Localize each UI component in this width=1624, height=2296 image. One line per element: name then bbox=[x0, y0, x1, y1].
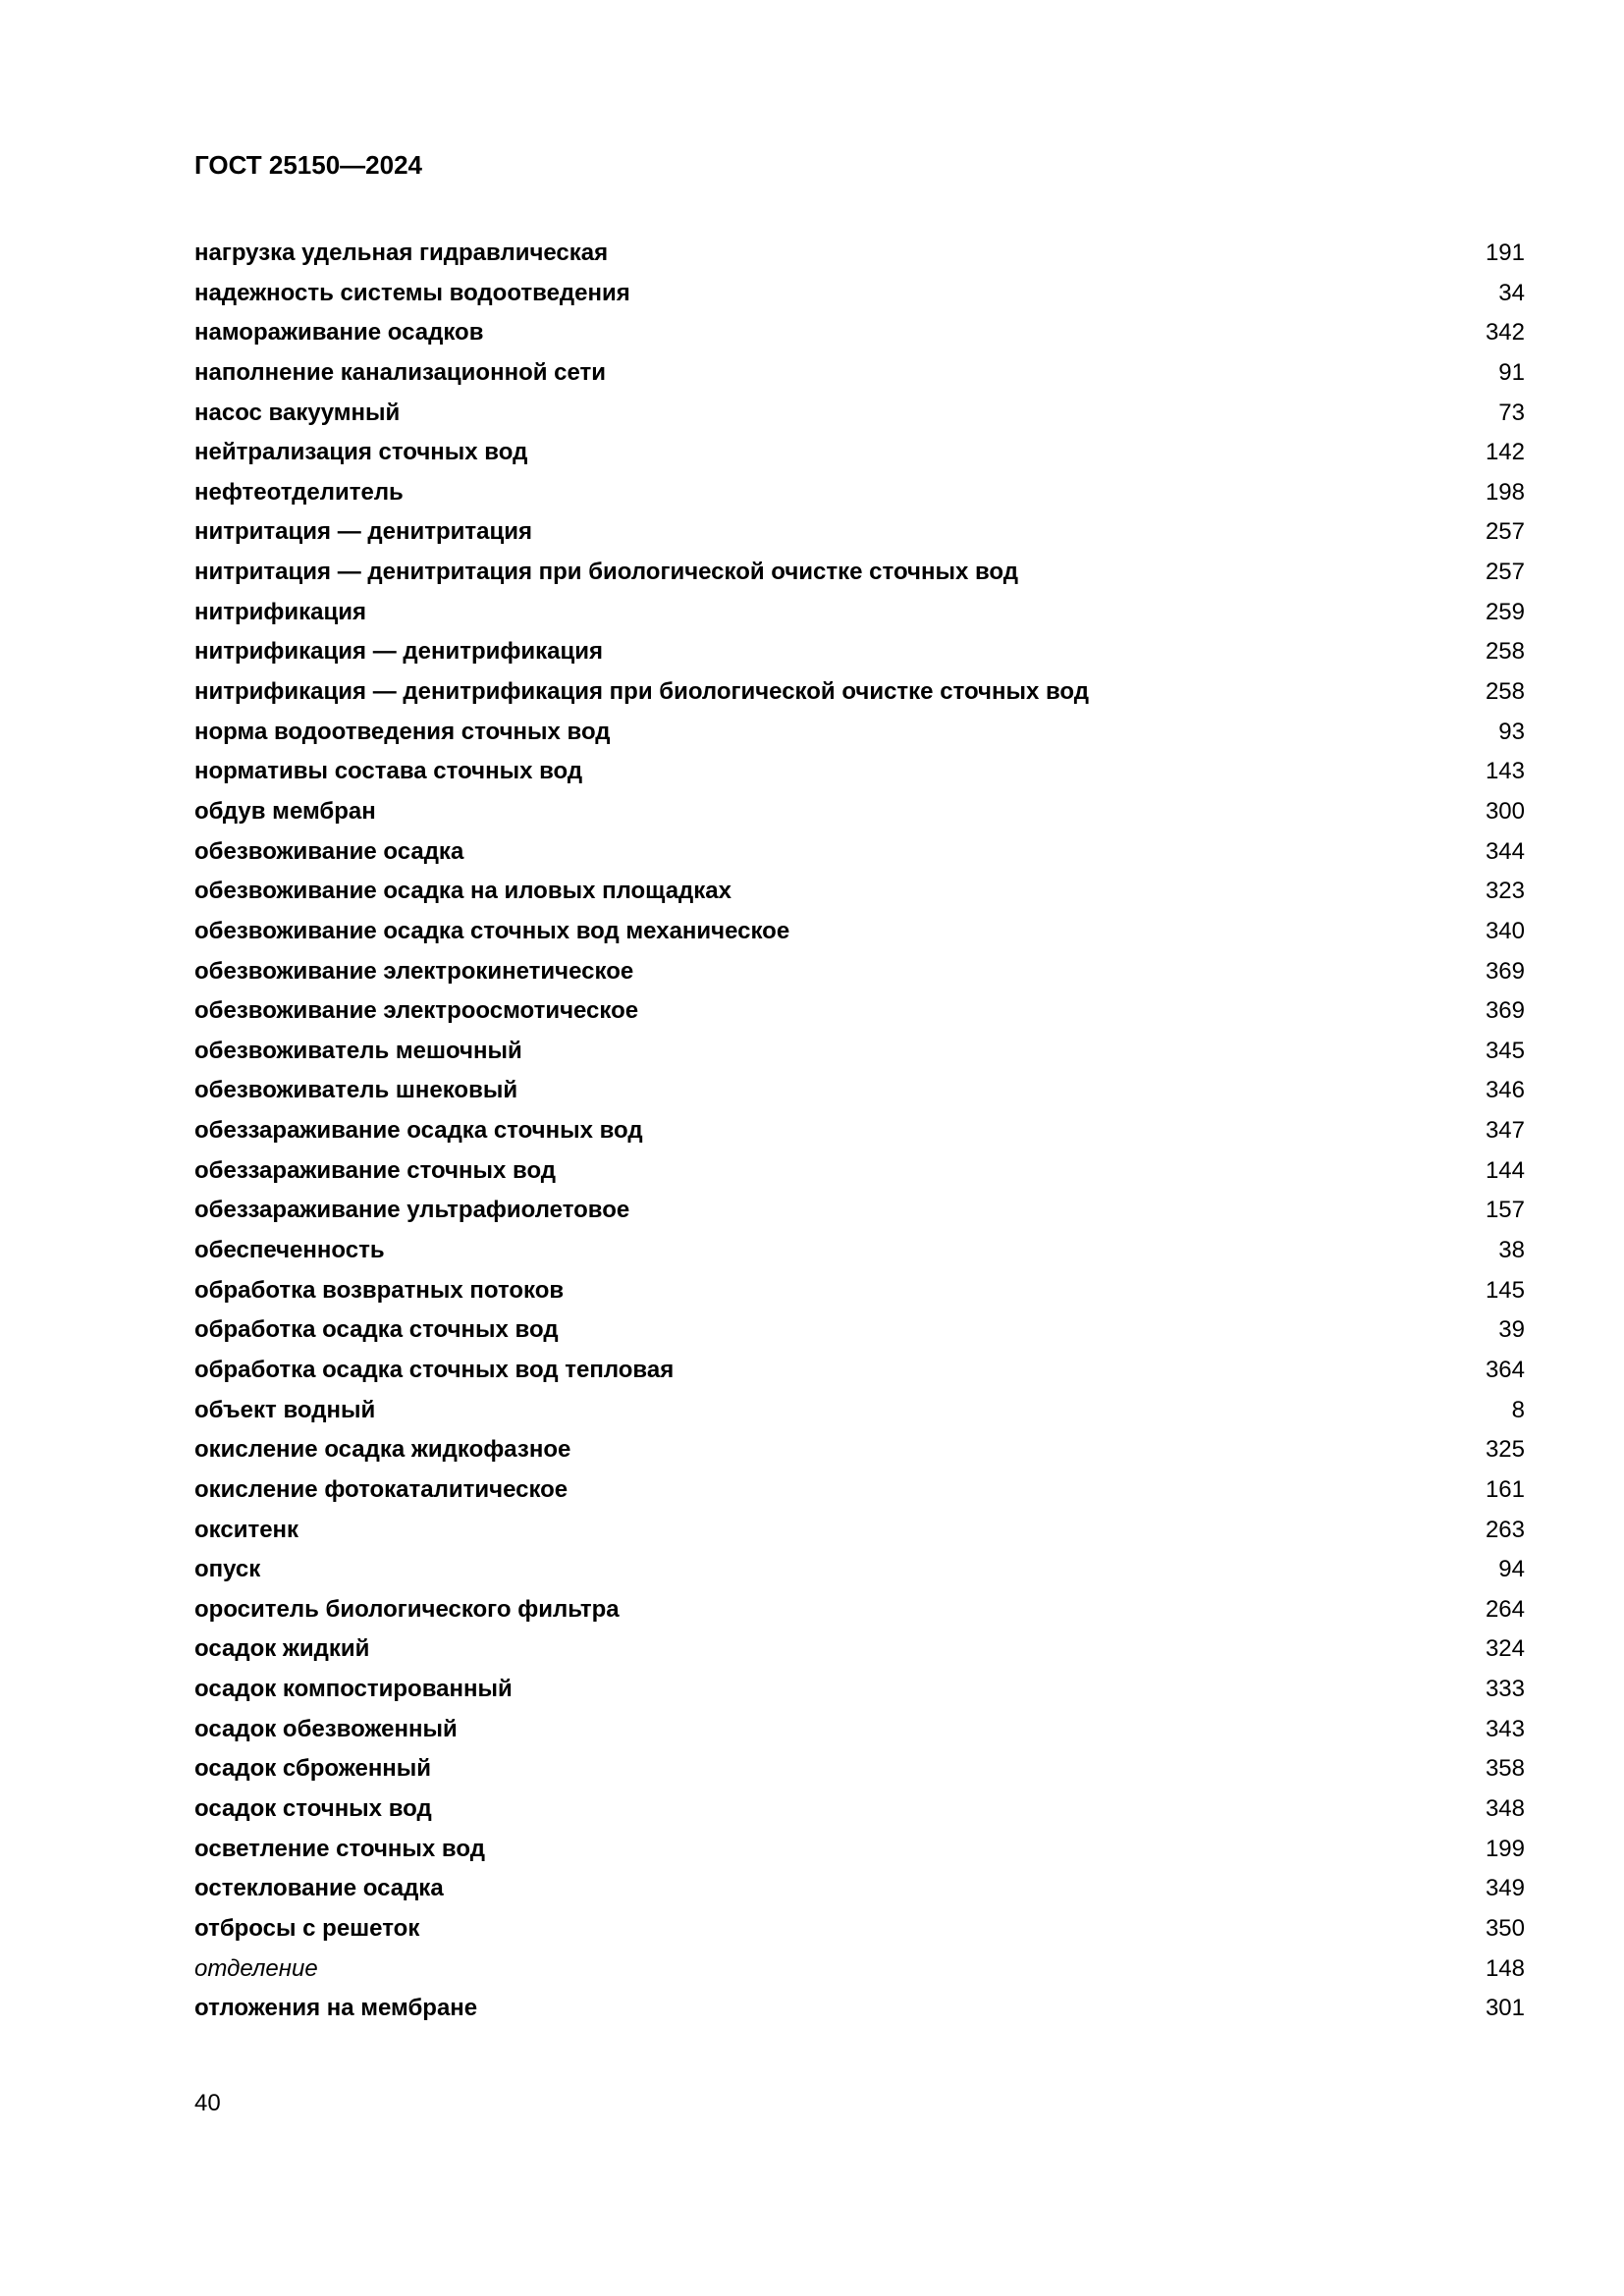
index-term: опуск bbox=[194, 1556, 261, 1583]
index-term-number: 340 bbox=[1485, 917, 1525, 944]
index-term: остеклование осадка bbox=[194, 1875, 444, 1902]
index-entry bbox=[194, 473, 1525, 513]
index-term: обеззараживание ультрафиолетовое bbox=[194, 1197, 630, 1224]
index-term: осадок компостированный bbox=[194, 1676, 513, 1703]
index-entry bbox=[194, 1511, 1525, 1551]
index-term: нейтрализация сточных вод bbox=[194, 439, 528, 466]
index-term-number: 93 bbox=[1498, 718, 1525, 745]
index-term-number: 343 bbox=[1485, 1715, 1525, 1742]
index-entry bbox=[194, 1310, 1525, 1351]
index-term-number: 39 bbox=[1498, 1316, 1525, 1344]
index-term: обработка осадка сточных вод тепловая bbox=[194, 1356, 675, 1383]
index-entry bbox=[194, 1351, 1525, 1391]
index-term-number: 148 bbox=[1485, 1954, 1525, 1982]
index-entry bbox=[194, 832, 1525, 873]
index-term-number: 342 bbox=[1485, 319, 1525, 347]
index-term-number: 346 bbox=[1485, 1077, 1525, 1104]
index-term-number: 348 bbox=[1485, 1794, 1525, 1822]
index-term: нормативы состава сточных вод bbox=[194, 758, 583, 785]
index-entry bbox=[194, 1989, 1525, 2029]
index-term: окисление осадка жидкофазное bbox=[194, 1436, 571, 1464]
index-term: обеззараживание осадка сточных вод bbox=[194, 1117, 643, 1145]
index-term-number: 143 bbox=[1485, 758, 1525, 785]
index-entry bbox=[194, 1391, 1525, 1431]
index-term-number: 264 bbox=[1485, 1595, 1525, 1623]
index-entry bbox=[194, 632, 1525, 672]
index-entry bbox=[194, 1830, 1525, 1870]
index-term: обезвоживатель шнековый bbox=[194, 1077, 518, 1104]
index-term-number: 324 bbox=[1485, 1635, 1525, 1663]
index-term: осветление сточных вод bbox=[194, 1835, 485, 1862]
index-term: обработка возвратных потоков bbox=[194, 1276, 565, 1304]
index-term: осадок сброженный bbox=[194, 1755, 432, 1783]
index-term-number: 198 bbox=[1485, 478, 1525, 506]
index-term: отделение bbox=[194, 1954, 318, 1982]
index-term-number: 263 bbox=[1485, 1516, 1525, 1543]
index-term: намораживание осадков bbox=[194, 319, 484, 347]
index-entry bbox=[194, 1629, 1525, 1670]
index-term: обработка осадка сточных вод bbox=[194, 1316, 559, 1344]
index-term-number: 157 bbox=[1485, 1197, 1525, 1224]
index-entry bbox=[194, 1191, 1525, 1231]
index-term-number: 358 bbox=[1485, 1755, 1525, 1783]
index-term-number: 145 bbox=[1485, 1276, 1525, 1304]
index-term-number: 345 bbox=[1485, 1037, 1525, 1064]
index-entry bbox=[194, 1231, 1525, 1271]
index-term-number: 38 bbox=[1498, 1237, 1525, 1264]
index-term: нитритация — денитритация при биологической очистке сточных вод bbox=[194, 559, 1018, 586]
index-entry bbox=[194, 912, 1525, 952]
index-term: осадок обезвоженный bbox=[194, 1715, 458, 1742]
index-term: отбросы с решеток bbox=[194, 1914, 420, 1942]
index-term: нитрификация — денитрификация при биологической очистке сточных вод bbox=[194, 678, 1090, 706]
index-term: нитритация — денитритация bbox=[194, 518, 532, 546]
document-code-header: ГОСТ 25150—2024 bbox=[194, 150, 422, 180]
index-entry bbox=[194, 1111, 1525, 1151]
index-term-number: 257 bbox=[1485, 559, 1525, 586]
index-term: обезвоживатель мешочный bbox=[194, 1037, 522, 1064]
index-term-number: 369 bbox=[1485, 957, 1525, 985]
index-term-number: 191 bbox=[1485, 240, 1525, 266]
index-term-number: 34 bbox=[1498, 279, 1525, 306]
index-term-number: 301 bbox=[1485, 1995, 1525, 2022]
index-term-number: 323 bbox=[1485, 878, 1525, 905]
index-entry bbox=[194, 313, 1525, 353]
index-entry bbox=[194, 1071, 1525, 1111]
index-term-number: 300 bbox=[1485, 797, 1525, 825]
index-term: отложения на мембране bbox=[194, 1995, 478, 2022]
index-term: нагрузка удельная гидравлическая bbox=[194, 240, 609, 266]
index-term: обезвоживание электрокинетическое bbox=[194, 957, 634, 985]
index-term-number: 350 bbox=[1485, 1914, 1525, 1942]
index-term: обезвоживание осадка bbox=[194, 837, 464, 865]
index-entry bbox=[194, 1869, 1525, 1909]
index-entry bbox=[194, 234, 1525, 274]
index-entry bbox=[194, 991, 1525, 1032]
index-term-number: 94 bbox=[1498, 1556, 1525, 1583]
index-term: окситенк bbox=[194, 1516, 299, 1543]
index-entry bbox=[194, 353, 1525, 394]
index-entry bbox=[194, 274, 1525, 314]
index-term: объект водный bbox=[194, 1396, 376, 1423]
index-term-number: 259 bbox=[1485, 598, 1525, 625]
index-entry bbox=[194, 1590, 1525, 1630]
index-entry bbox=[194, 1949, 1525, 1990]
index-entry bbox=[194, 672, 1525, 713]
index-term: насос вакуумный bbox=[194, 399, 401, 426]
index-entry bbox=[194, 1470, 1525, 1511]
index-term-number: 344 bbox=[1485, 837, 1525, 865]
index-term-number: 349 bbox=[1485, 1875, 1525, 1902]
index-entry bbox=[194, 792, 1525, 832]
index-entry bbox=[194, 553, 1525, 593]
index-term-number: 257 bbox=[1485, 518, 1525, 546]
index-entry bbox=[194, 394, 1525, 434]
index-term: нитрификация bbox=[194, 598, 367, 625]
index-term-number: 142 bbox=[1485, 439, 1525, 466]
index-entry bbox=[194, 512, 1525, 553]
index-entry bbox=[194, 1789, 1525, 1830]
index-term: обеззараживание сточных вод bbox=[194, 1156, 557, 1184]
index-term-number: 161 bbox=[1485, 1475, 1525, 1503]
index-term-number: 364 bbox=[1485, 1356, 1525, 1383]
index-entry bbox=[194, 1749, 1525, 1789]
index-term: окисление фотокаталитическое bbox=[194, 1475, 568, 1503]
index-entry bbox=[194, 872, 1525, 912]
index-term: осадок жидкий bbox=[194, 1635, 370, 1663]
index-term-number: 258 bbox=[1485, 678, 1525, 706]
index-entry bbox=[194, 1151, 1525, 1192]
index-term: норма водоотведения сточных вод bbox=[194, 718, 611, 745]
index-term: надежность системы водоотведения bbox=[194, 279, 630, 306]
index-term: обезвоживание электроосмотическое bbox=[194, 997, 639, 1025]
index-term-number: 325 bbox=[1485, 1436, 1525, 1464]
index-entry bbox=[194, 1550, 1525, 1590]
index-entry bbox=[194, 1670, 1525, 1710]
index-term-number: 73 bbox=[1498, 399, 1525, 426]
index-entry bbox=[194, 952, 1525, 992]
index-term: обеспеченность bbox=[194, 1237, 385, 1264]
index-entry bbox=[194, 1032, 1525, 1072]
index-term: ороситель биологического фильтра bbox=[194, 1595, 620, 1623]
index-entry bbox=[194, 433, 1525, 473]
index-entry bbox=[194, 1271, 1525, 1311]
index-term: осадок сточных вод bbox=[194, 1794, 432, 1822]
index-entry bbox=[194, 713, 1525, 753]
index-term: обезвоживание осадка сточных вод механическое bbox=[194, 917, 790, 944]
alphabetical-index-list bbox=[194, 234, 1525, 2029]
index-term-number: 333 bbox=[1485, 1676, 1525, 1703]
index-term: наполнение канализационной сети bbox=[194, 358, 607, 386]
index-entry bbox=[194, 593, 1525, 633]
index-term-number: 347 bbox=[1485, 1117, 1525, 1145]
page-number: 40 bbox=[194, 2090, 221, 2116]
index-term-number: 91 bbox=[1498, 358, 1525, 386]
index-term-number: 144 bbox=[1485, 1156, 1525, 1184]
index-term-number: 258 bbox=[1485, 638, 1525, 666]
index-entry bbox=[194, 1430, 1525, 1470]
index-term-number: 199 bbox=[1485, 1835, 1525, 1862]
index-entry bbox=[194, 1909, 1525, 1949]
index-term: обдув мембран bbox=[194, 797, 376, 825]
index-term: нефтеотделитель bbox=[194, 478, 404, 506]
index-term: обезвоживание осадка на иловых площадках bbox=[194, 878, 731, 905]
index-term: нитрификация — денитрификация bbox=[194, 638, 604, 666]
index-entry bbox=[194, 1710, 1525, 1750]
index-term-number: 8 bbox=[1511, 1396, 1525, 1423]
index-term-number: 369 bbox=[1485, 997, 1525, 1025]
index-entry bbox=[194, 752, 1525, 792]
